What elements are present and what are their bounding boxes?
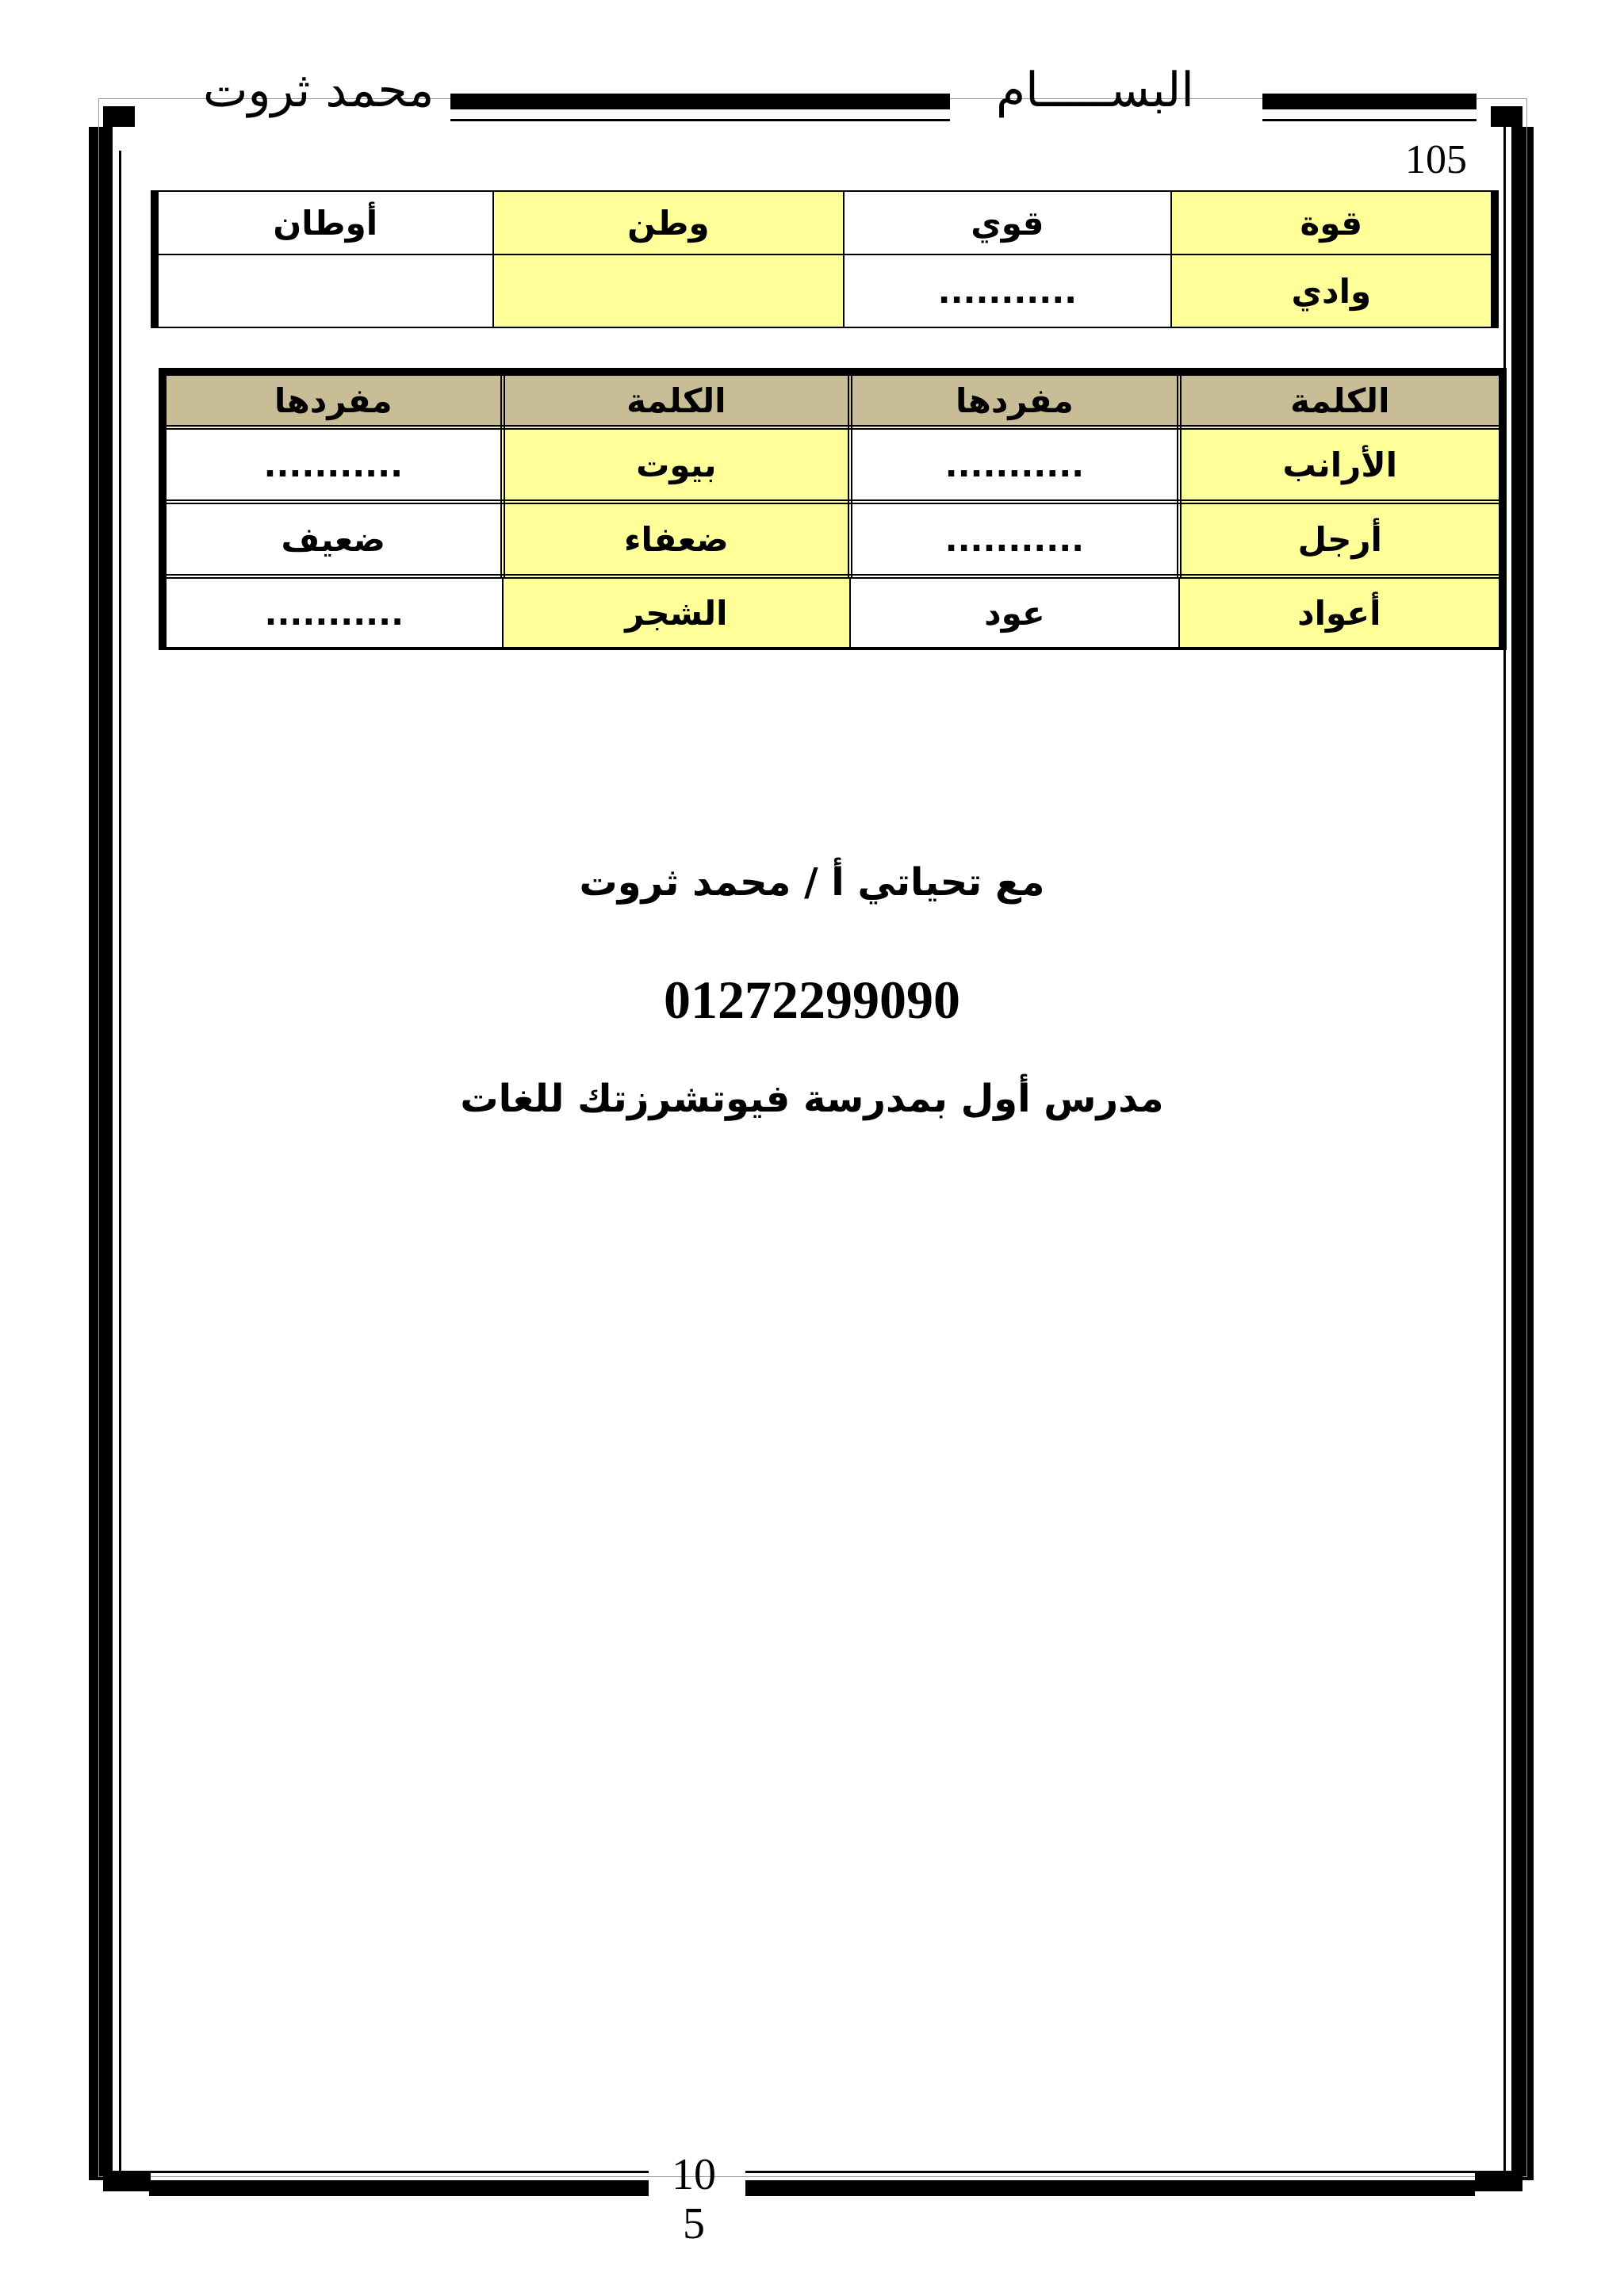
table1-answer-blank[interactable]	[493, 254, 845, 327]
corner-top-right	[1491, 106, 1522, 127]
table-row	[163, 427, 1503, 502]
column-header: مفردها	[850, 372, 1178, 427]
page-number-bottom-main: 10	[672, 2150, 716, 2199]
footer-rule-right	[745, 2180, 1475, 2196]
footer-rule-right-thin	[745, 2171, 1475, 2173]
header-author: محمد ثروت	[203, 63, 435, 118]
header-rule-right	[1262, 94, 1477, 109]
phone-number: 01272299090	[664, 970, 960, 1030]
word-cell: الأرانب	[1179, 427, 1503, 502]
table1-cell: أوطان	[155, 191, 493, 254]
table1-cell: وادي	[1171, 254, 1495, 327]
singular-cell: عود	[850, 576, 1178, 649]
word-cell: أرجل	[1179, 502, 1503, 576]
column-header: مفردها	[163, 372, 503, 427]
table1-cell: وطن	[493, 191, 845, 254]
word-cell: أعواد	[1179, 576, 1503, 649]
corner-top-left	[103, 106, 135, 127]
column-header: الكلمة	[503, 372, 851, 427]
table1-answer-blank[interactable]: ...........	[844, 254, 1170, 327]
answer-blank[interactable]: ...........	[163, 576, 503, 649]
answer-blank[interactable]: ...........	[850, 427, 1178, 502]
word-cell: ضعفاء	[503, 502, 851, 576]
header-rule-middle	[450, 94, 950, 109]
footer-rule-left-thin	[149, 2171, 649, 2173]
table-row	[163, 576, 1503, 649]
singular-table	[159, 368, 1507, 650]
table-header-row	[163, 372, 1503, 427]
table1-answer-blank[interactable]	[155, 254, 493, 327]
word-cell: الشجر	[503, 576, 851, 649]
header-title: البســـــام	[996, 63, 1194, 118]
table-row	[155, 191, 1495, 254]
word-table-1	[151, 190, 1499, 328]
column-header: الكلمة	[1179, 372, 1503, 427]
table-row	[155, 254, 1495, 327]
header-rule-right-thin	[1262, 119, 1477, 121]
teacher-position: مدرس أول بمدرسة فيوتشرزتك للغات	[460, 1077, 1164, 1121]
word-cell: بيوت	[503, 427, 851, 502]
footer-rule-left	[149, 2180, 649, 2196]
closing-greeting: مع تحياتي أ / محمد ثروت	[579, 860, 1045, 905]
singular-cell: ضعيف	[163, 502, 503, 576]
corner-bottom-right	[1475, 2171, 1522, 2191]
table1-cell: قوة	[1171, 191, 1495, 254]
table-row	[163, 502, 1503, 576]
table1-cell: قوي	[844, 191, 1170, 254]
header-rule-middle-thin	[450, 119, 950, 121]
answer-blank[interactable]: ...........	[163, 427, 503, 502]
page-number-bottom-cut: 5	[683, 2199, 705, 2248]
page-number-top: 105	[1405, 137, 1467, 182]
corner-bottom-left	[103, 2171, 151, 2191]
page-number-bottom	[658, 2150, 730, 2248]
answer-blank[interactable]: ...........	[850, 502, 1178, 576]
